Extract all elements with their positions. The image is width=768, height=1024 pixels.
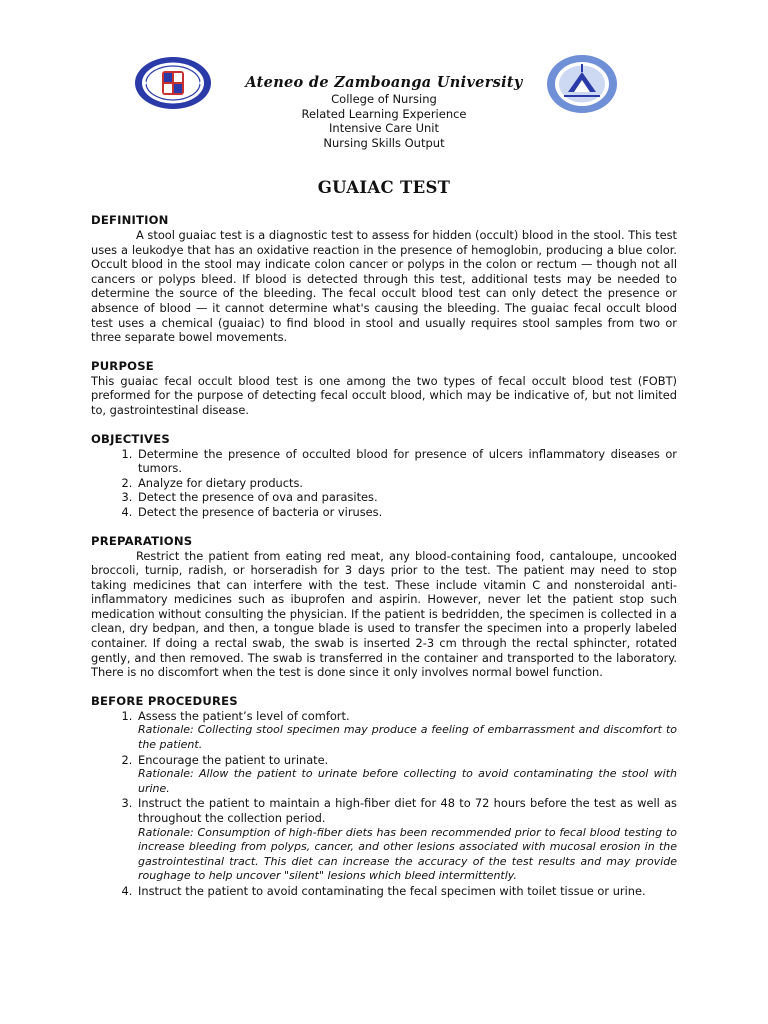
university-name: Ateneo de Zamboanga University — [245, 74, 523, 91]
header-line-rle: Related Learning Experience — [301, 106, 467, 121]
list-item — [136, 796, 677, 884]
preparations-text: Restrict the patient from eating red meat, any blood-containing food, cantaloupe, uncooked broccoli, turnip, radish, or horseradish for 3 days prior to the test. The patient may need to stop taking medicines that can interfere with the test. These include vitamin C and nonsteroidal anti-inflammatory medicines such as ibuprofen and aspirin. However, never let the patient stop such medication without consulting the physician. If the patient is bedridden, the specimen is collected in a clean, dry bedpan, and then, a tongue blade is used to transfer the specimen into a properly labeled container. If doing a rectal swab, the swab is inserted 2-3 cm through the rectal sphincter, rotated gently, and then removed. The swab is transferred in the container and transported to the laboratory. There is no discomfort when the test is done since it only involves normal bowel function. — [91, 548, 677, 680]
before-procedures-heading: BEFORE PROCEDURES — [91, 693, 238, 708]
document-header — [200, 74, 568, 150]
header-line-college: College of Nursing — [331, 92, 437, 106]
procedure-step: 2. Encourage the patient to urinate. — [138, 752, 329, 767]
procedure-rationale: Rationale: Consumption of high-fiber diets has been recommended prior to fecal blood testing to increase bleeding from polyps, cancer, and other lesions associated with mucosal erosion in the gastrointestinal tract. This diet can increase the accuracy of the test results and may provide roughage to help uncover "silent" lesions which bleed intermittently. — [138, 825, 677, 883]
list-item: 1. Determine the presence of occulted blood for presence of ulcers inflammatory diseases or tumors. — [136, 447, 677, 476]
list-item — [136, 709, 677, 753]
objectives-heading: OBJECTIVES — [91, 431, 170, 446]
purpose-text: This guaiac fecal occult blood test is one among the two types of fecal occult blood test (FOBT) preformed for the purpose of detecting fecal occult blood, which may be indicative of, but not limited to, gastrointestinal disease. — [91, 373, 677, 417]
document-body — [91, 213, 677, 899]
before-procedures-list — [91, 709, 677, 899]
list-item: 3. Detect the presence of ova and parasites. — [136, 490, 677, 505]
list-item — [136, 884, 677, 899]
procedure-rationale: Rationale: Allow the patient to urinate before collecting to avoid contaminating the stool with urine. — [138, 767, 677, 795]
document-title: GUAIAC TEST — [317, 178, 451, 197]
objectives-list — [91, 447, 677, 520]
header-line-unit: Intensive Care Unit — [329, 121, 439, 136]
purpose-heading: PURPOSE — [91, 358, 154, 373]
preparations-heading: PREPARATIONS — [91, 533, 193, 548]
definition-text: A stool guaiac test is a diagnostic test to assess for hidden (occult) blood in the stool. This test uses a leukodye that has an oxidative reaction in the presence of hemoglobin, producing a blue color. Occult blood in the stool may indicate colon cancer or polyps in the colon or rectum — though not all cancers or polyps bleed. If blood is detected through this test, additional tests may be needed to determine the source of the bleeding. The fecal occult blood test can only detect the presence or absence of blood — it cannot determine what's causing the bleeding. The guaiac fecal occult blood test uses a chemical (guaiac) to find blood in stool and usually requires stool samples from two or three separate bowel movements. — [91, 228, 677, 345]
list-item: 4. Detect the presence of bacteria or viruses. — [136, 505, 677, 520]
procedure-step: 1. Assess the patient’s level of comfort. — [138, 708, 350, 723]
header-line-output: Nursing Skills Output — [323, 135, 445, 150]
list-item — [136, 753, 677, 797]
procedure-step: 4. Instruct the patient to avoid contaminating the fecal specimen with toilet tissue or urine. — [138, 883, 646, 898]
definition-heading: DEFINITION — [91, 213, 169, 227]
list-item: 2. Analyze for dietary products. — [136, 476, 677, 491]
procedure-step: 3. Instruct the patient to maintain a high-fiber diet for 48 to 72 hours before the test as well as throughout the collection period. — [138, 796, 677, 825]
procedure-rationale: Rationale: Collecting stool specimen may produce a feeling of embarrassment and discomfort to the patient. — [138, 723, 677, 752]
